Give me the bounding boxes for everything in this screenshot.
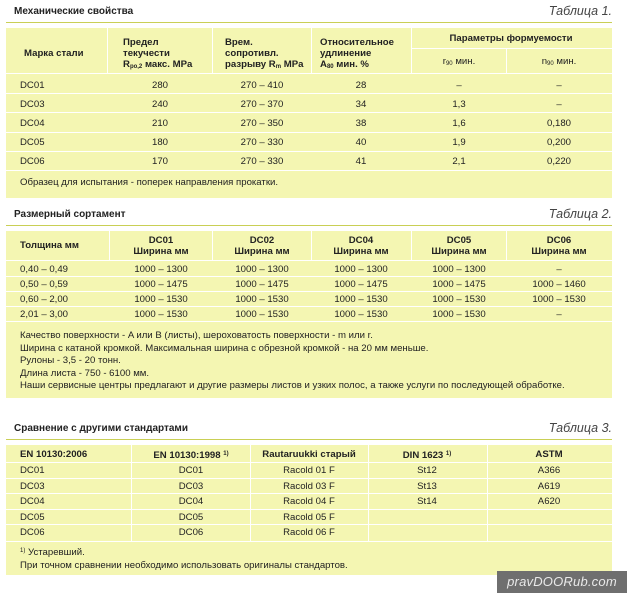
table-row-cell: Racold 04 F [283,496,335,507]
table2-header [6,209,612,226]
table-row-cell: St13 [417,481,437,492]
table-row-cell: DC04 [178,496,204,507]
table-row-cell: DC03 [20,99,45,110]
table-row-cell: 0,180 [546,118,572,129]
table3-note: При точном сравнении необходимо использовать оригиналы стандартов. [20,559,348,571]
col-header-yield-2: текучести [123,48,170,59]
table-row-cell: 41 [355,156,367,167]
table-row-cell: 1000 – 1530 [134,309,188,320]
table-row-cell: A366 [537,465,561,476]
table-row-cell: 2,01 – 3,00 [20,309,69,320]
table-row-cell: 1000 – 1475 [134,279,188,290]
col-header-width: Ширина мм [133,246,189,257]
table1-title: Механические свойства [14,6,134,17]
table-row-cell: DC06 [178,527,204,538]
table-row-cell: 0,50 – 0,59 [20,279,69,290]
table-row-cell: A620 [537,496,561,507]
table1-note: Образец для испытания - поперек направления прокатки. [20,177,279,188]
table2-label: Таблица 2. [548,207,612,221]
table-row-cell: 270 – 370 [240,99,284,110]
table-row-cell: DC05 [20,137,45,148]
table-row-cell: DC01 [20,80,45,91]
table-row-cell: 40 [355,137,367,148]
table-row-cell: 0,200 [546,137,572,148]
watermark: pravDOORub.com [497,571,627,593]
table-row-cell: DC04 [20,496,45,507]
table-row-cell: 0,220 [546,156,572,167]
table-row-cell: St14 [417,496,437,507]
col-header-en1998: EN 10130:1998 $^{1)}$ [153,450,229,461]
table-row-cell: – [456,80,462,91]
col-header-rautaruukki: Rautaruukki старый [262,449,356,460]
table-row-cell: 1000 – 1300 [334,264,388,275]
col-header-n: $n_{90}$ мин. [541,56,577,67]
col-header-en2006: EN 10130:2006 [20,449,88,460]
col-header-tensile-3: разрыву $R_m$ MPa [225,59,304,70]
table-row-cell: 240 [151,99,169,110]
table-row-cell: 0,60 – 2,00 [20,294,69,305]
table-row-cell: St12 [417,465,437,476]
table1-header [6,6,612,23]
table-row-cell: 1000 – 1530 [134,294,188,305]
table2-note: Наши сервисные центры предлагают и другие размеры листов и узких полос, а также услуги по последующей обработке. [20,380,565,392]
table-row-cell: – [556,80,562,91]
table-row-cell: 170 [151,156,169,167]
table-row-cell: 1000 – 1475 [432,279,486,290]
table1-label: Таблица 1. [548,4,612,18]
table-row-cell: 1000 – 1300 [432,264,486,275]
table-row-cell: DC04 [20,118,45,129]
table3-header [6,423,612,440]
table3-label: Таблица 3. [548,421,612,435]
table-row-cell: DC03 [20,481,45,492]
table-row-cell: 1000 – 1475 [334,279,388,290]
col-header-dc02: DC02 [249,235,275,246]
table-row-cell: A619 [537,481,561,492]
table-row-cell: 1000 – 1530 [432,294,486,305]
col-header-formability: Параметры формуемости [449,33,573,44]
table-row-cell: Racold 06 F [283,527,335,538]
col-header-tensile-1: Врем. [225,37,253,48]
table-row-cell: Racold 01 F [283,465,335,476]
table-row-cell: 1000 – 1460 [532,279,586,290]
col-header-width: Ширина мм [234,246,290,257]
table-row-cell: 34 [355,99,367,110]
col-header-dc01: DC01 [148,235,174,246]
table2-note: Ширина с катаной кромкой. Максимальная ширина с обрезной кромкой - на 20 мм меньше. [20,342,429,354]
col-header-width: Ширина мм [333,246,389,257]
table2-note: Качество поверхности - A или B (листы), шероховатость поверхности - m или r. [20,330,373,341]
table-row-cell: 1,6 [452,118,466,129]
col-header-width: Ширина мм [431,246,487,257]
table-row-cell: 28 [355,80,367,91]
table1-panel [6,28,612,198]
table-row-cell: DC05 [20,512,45,523]
table-row-cell: 38 [355,118,367,129]
table-row-cell: 270 – 330 [240,156,284,167]
table-row-cell: 1000 – 1300 [134,264,188,275]
table-row-cell: 1000 – 1530 [532,294,586,305]
table-row-cell: 280 [151,80,169,91]
table-row-cell: DC01 [20,465,45,476]
table-row-cell: 1000 – 1530 [235,309,289,320]
table-row-cell: 210 [151,118,169,129]
col-header-grade: Марка стали [24,48,84,59]
table-row-cell: 1000 – 1530 [235,294,289,305]
table-row-cell: – [556,309,562,320]
col-header-astm: ASTM [535,449,563,460]
table-row-cell: 270 – 350 [240,118,284,129]
table-row-cell: 0,40 – 0,49 [20,264,69,275]
table3-notes [20,545,348,572]
col-header-tensile-2: сопротивл. [225,48,279,59]
table3-panel [6,445,612,575]
table-row-cell: 1000 – 1300 [235,264,289,275]
table-row-cell: 2,1 [452,156,466,167]
table-row-cell: Racold 03 F [283,481,335,492]
col-header-elong-3: $A_{80}$ мин. % [320,59,369,70]
table2-note: Длина листа - 750 - 6100 мм. [20,367,150,379]
col-header-dc06: DC06 [546,235,572,246]
col-header-din: DIN 1623 $^{1)}$ [402,450,452,461]
table-row-cell: DC06 [20,527,45,538]
table2-panel [6,231,612,398]
table-row-cell: – [556,264,562,275]
table-row-cell: Racold 05 F [283,512,335,523]
table-row-cell: 1000 – 1530 [334,294,388,305]
col-header-elong-1: Относительное [320,37,394,48]
table-row-cell: 270 – 410 [240,80,284,91]
col-header-elong-2: удлинение [320,48,372,59]
table3-title: Сравнение с другими стандартами [14,423,188,434]
table-row-cell: DC05 [178,512,204,523]
col-header-r: $r_{90}$ мин. [442,56,476,67]
table-row-cell: 270 – 330 [240,137,284,148]
table2-notes [20,330,565,393]
table-row-cell: 1000 – 1530 [334,309,388,320]
col-header-yield-3: $R_{po,2}$ макс. MPa [123,59,193,70]
table-row-cell: DC01 [178,465,204,476]
table-row-cell: 1000 – 1530 [432,309,486,320]
table-row-cell: – [556,99,562,110]
col-header-yield-1: Предел [123,37,159,48]
col-header-thickness: Толщина мм [20,240,79,251]
table2-title: Размерный сортамент [14,209,126,220]
table2-note: Рулоны - 3,5 - 20 тонн. [20,355,121,367]
table3-footnote: $^{1)}$ Устаревший. [20,547,85,558]
table-row-cell: 1000 – 1475 [235,279,289,290]
col-header-dc04: DC04 [348,235,374,246]
col-header-dc05: DC05 [446,235,472,246]
table-row-cell: 1,9 [452,137,466,148]
table-row-cell: DC03 [178,481,204,492]
table-row-cell: 180 [151,137,169,148]
table-row-cell: 1,3 [452,99,466,110]
col-header-width: Ширина мм [531,246,587,257]
table-row-cell: DC06 [20,156,45,167]
